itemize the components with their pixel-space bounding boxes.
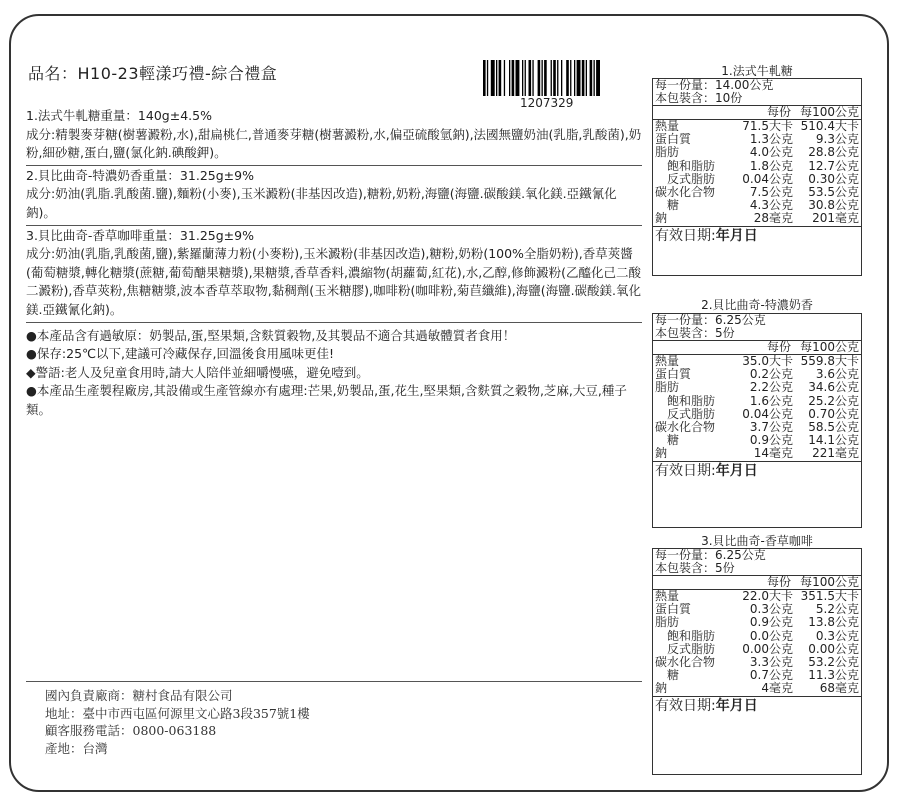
section-body: 成分:奶油(乳脂.乳酸菌.鹽),麵粉(小麥),玉米澱粉(非基因改造),糖粉,奶粉,海鹽(海鹽.碳酸鎂.氧化鎂.亞鐵氰化鈉)。	[26, 186, 617, 220]
per-serving-value: 4毫克	[761, 681, 793, 696]
per-100g-value: 58.5公克	[808, 419, 859, 434]
per-serving-value: 1.6公克	[749, 393, 793, 408]
per-serving-value: 2.2公克	[749, 380, 793, 395]
nutrition-row	[653, 146, 861, 159]
per-100g-value: 34.6公克	[808, 380, 859, 395]
nutrition-box-3	[652, 548, 862, 775]
per-serving-value: 0.0公克	[749, 628, 793, 643]
column-header	[653, 340, 861, 354]
per-100g-value: 510.4大卡	[800, 119, 859, 133]
per-serving-value: 0.04公克	[742, 406, 793, 421]
expiry-date	[653, 461, 861, 505]
nutrition-row	[653, 408, 861, 421]
per-serving-header: 每份	[766, 340, 791, 354]
per-serving-value: 0.9公克	[749, 615, 793, 630]
per-100g-value: 13.8公克	[808, 615, 859, 630]
per-serving-value: 4.0公克	[749, 145, 793, 160]
servings-per-pack: 本包裝含：10份	[655, 91, 743, 105]
company-address: 地址：臺中市西屯區何源里文心路3段357號1樓	[45, 705, 310, 721]
per-serving-value: 7.5公克	[749, 184, 793, 199]
nutrient-label: 飽和脂肪	[655, 393, 716, 408]
warning-note: ◆警語:老人及兒童食用時,請大人陪伴並細嚼慢嚥，避免噎到。	[26, 364, 369, 380]
nutrient-label: 脂肪	[655, 615, 680, 630]
ingredient-section-1	[26, 106, 642, 166]
ingredient-section-3	[26, 226, 642, 323]
per-100g-value: 559.8大卡	[800, 354, 859, 368]
divider	[26, 681, 642, 682]
servings-per-pack: 本包裝含：5份	[655, 326, 735, 340]
nutrition-row	[653, 630, 861, 643]
nutrient-label: 糖	[655, 433, 680, 448]
expiry-label: 有效日期:	[655, 462, 716, 479]
per-100g-header: 每100公克	[800, 105, 859, 119]
nutrition-row	[653, 212, 861, 225]
nutrition-row	[653, 447, 861, 460]
nutrient-label: 碳水化合物	[655, 654, 716, 669]
expiry-value: 年月日	[715, 697, 758, 714]
per-100g-value: 351.5大卡	[800, 589, 859, 603]
nutrient-label: 反式脂肪	[655, 641, 716, 656]
nutrient-label: 脂肪	[655, 380, 680, 395]
nutrition-title-3: 3.貝比曲奇-香草咖啡	[701, 534, 813, 548]
nutrition-title-2: 2.貝比曲奇-特濃奶香	[701, 298, 813, 312]
nutrition-row	[653, 643, 861, 656]
column-header	[653, 575, 861, 589]
nutrient-label: 鈉	[655, 446, 668, 461]
per-100g-value: 221毫克	[812, 446, 859, 461]
per-100g-value: 25.2公克	[808, 393, 859, 408]
per-serving-value: 3.7公克	[749, 419, 793, 434]
nutrition-box-2	[652, 313, 862, 528]
per-100g-value: 12.7公克	[808, 158, 859, 173]
nutrient-label: 糖	[655, 198, 680, 213]
per-100g-value: 0.30公克	[808, 171, 859, 186]
per-serving-value: 0.9公克	[749, 433, 793, 448]
per-100g-value: 0.00公克	[808, 641, 859, 656]
per-100g-value: 53.5公克	[808, 184, 859, 199]
company-info	[45, 687, 310, 757]
storage-note: ●保存:25℃以下,建議可冷藏保存,回溫後食用風味更佳!	[26, 346, 335, 362]
nutrient-label: 熱量	[655, 354, 680, 368]
per-100g-value: 201毫克	[812, 211, 859, 226]
per-serving-value: 0.00公克	[742, 641, 793, 656]
company-origin: 產地：台灣	[45, 740, 108, 756]
nutrition-table	[653, 355, 861, 461]
expiry-value: 年月日	[715, 462, 758, 479]
section-body: 成分:精製麥芽糖(樹薯澱粉,水),甜扁桃仁,普通麥芽糖(樹薯澱粉,水,偏亞硫酸氫鈉),法國無鹽奶油(乳脂,乳酸菌),奶粉,細砂糖,蛋白,鹽(氯化鈉.碘酸鉀)。	[26, 126, 642, 161]
expiry-label: 有效日期:	[655, 227, 716, 244]
nutrient-label: 反式脂肪	[655, 171, 716, 186]
ingredients-column	[26, 106, 642, 420]
nutrition-row	[653, 160, 861, 173]
expiry-date	[653, 696, 861, 752]
per-serving-value: 28毫克	[753, 211, 793, 226]
company-manufacturer: 國內負責廠商：糖村食品有限公司	[45, 688, 233, 703]
per-100g-value: 11.3公克	[808, 668, 859, 683]
per-100g-value: 3.6公克	[815, 367, 859, 382]
nutrition-row	[653, 395, 861, 408]
nutrient-label: 蛋白質	[655, 132, 692, 147]
barcode-image	[483, 60, 639, 96]
nutrient-label: 蛋白質	[655, 602, 692, 617]
nutrient-label: 碳水化合物	[655, 184, 716, 199]
per-100g-value: 30.8公克	[808, 198, 859, 213]
section-heading: 3.貝比曲奇-香草咖啡重量：31.25g±9%	[26, 227, 254, 243]
nutrient-label: 飽和脂肪	[655, 628, 716, 643]
per-100g-value: 0.70公克	[808, 406, 859, 421]
nutrition-table	[653, 120, 861, 226]
serving-size: 每一份量：6.25公克	[655, 313, 766, 327]
allergen-note: ●本產品含有過敏原：奶製品,蛋,堅果類,含麩質穀物,及其製品不適合其過敏體質者食用！	[26, 327, 516, 343]
per-100g-header: 每100公克	[800, 575, 859, 589]
per-serving-value: 3.3公克	[749, 654, 793, 669]
nutrition-row	[653, 381, 861, 394]
per-100g-value: 5.2公克	[815, 602, 859, 617]
facility-note: ●本產品生產製程廠房,其設備或生產管線亦有處理:芒果,奶製品,蛋,花生,堅果類,含麩質之穀物,芝麻,大豆,種子類。	[26, 383, 627, 417]
per-serving-header: 每份	[766, 575, 791, 589]
section-heading: 2.貝比曲奇-特濃奶香重量：31.25g±9%	[26, 167, 254, 183]
nutrition-row	[653, 173, 861, 186]
nutrient-label: 碳水化合物	[655, 419, 716, 434]
column-header	[653, 105, 861, 119]
servings-per-pack: 本包裝含：5份	[655, 561, 735, 575]
per-serving-value: 0.3公克	[749, 602, 793, 617]
per-100g-value: 68毫克	[819, 681, 859, 696]
per-serving-value: 0.2公克	[749, 367, 793, 382]
per-serving-value: 35.0大卡	[742, 354, 793, 368]
nutrient-label: 飽和脂肪	[655, 158, 716, 173]
per-serving-header: 每份	[766, 105, 791, 119]
per-serving-value: 0.7公克	[749, 668, 793, 683]
per-serving-value: 22.0大卡	[742, 589, 793, 603]
serving-size: 每一份量：6.25公克	[655, 548, 766, 562]
per-100g-value: 14.1公克	[808, 433, 859, 448]
nutrient-label: 反式脂肪	[655, 406, 716, 421]
nutrient-label: 熱量	[655, 589, 680, 603]
nutrition-title-1: 1.法式牛軋糖	[721, 64, 793, 78]
per-100g-header: 每100公克	[800, 340, 859, 354]
nutrient-label: 蛋白質	[655, 367, 692, 382]
barcode-number: 1207329	[520, 96, 574, 110]
per-100g-value: 28.8公克	[808, 145, 859, 160]
product-name: 品名：H10-23輕漾巧禮-綜合禮盒	[28, 64, 278, 83]
per-serving-value: 0.04公克	[742, 171, 793, 186]
nutrient-label: 鈉	[655, 211, 668, 226]
nutrient-label: 熱量	[655, 119, 680, 133]
serving-size: 每一份量：14.00公克	[655, 78, 774, 92]
nutrient-label: 糖	[655, 668, 680, 683]
notes-block	[26, 327, 642, 420]
per-100g-value: 9.3公克	[815, 132, 859, 147]
section-heading: 1.法式牛軋糖重量：140g±4.5%	[26, 108, 212, 123]
per-serving-value: 71.5大卡	[742, 119, 793, 133]
nutrition-row	[653, 682, 861, 695]
expiry-value: 年月日	[715, 227, 758, 244]
per-serving-value: 14毫克	[753, 446, 793, 461]
nutrient-label: 脂肪	[655, 145, 680, 160]
expiry-label: 有效日期:	[655, 697, 716, 714]
nutrition-box-1	[652, 78, 862, 276]
company-phone: 顧客服務電話：0800-063188	[45, 723, 217, 738]
per-serving-value: 1.3公克	[749, 132, 793, 147]
expiry-date	[653, 226, 861, 253]
nutrient-label: 鈉	[655, 681, 668, 696]
nutrition-table	[653, 590, 861, 696]
per-100g-value: 0.3公克	[815, 628, 859, 643]
per-serving-value: 1.8公克	[749, 158, 793, 173]
per-serving-value: 4.3公克	[749, 198, 793, 213]
ingredient-section-2	[26, 166, 642, 226]
nutrition-row	[653, 616, 861, 629]
section-body: 成分:奶油(乳脂,乳酸菌,鹽),紫羅蘭薄力粉(小麥粉),玉米澱粉(非基因改造),糖粉,奶粉(100%全脂奶粉),香草莢醬(葡萄糖漿,轉化糖漿(蔗糖,葡萄醣果糖漿),果糖漿,香草香料,濃縮物(胡蘿蔔,紅花),水,乙醇,修飾澱粉(乙醯化己二酸二澱粉),香草莢粉,焦糖糖漿,波本香草萃取物,黏稠劑(玉米糖膠),咖啡粉(咖啡粉,菊苣纖維),海鹽(海鹽.碳酸鎂.氧化鎂.亞鐵氰化鈉)。	[26, 246, 642, 317]
per-100g-value: 53.2公克	[808, 654, 859, 669]
